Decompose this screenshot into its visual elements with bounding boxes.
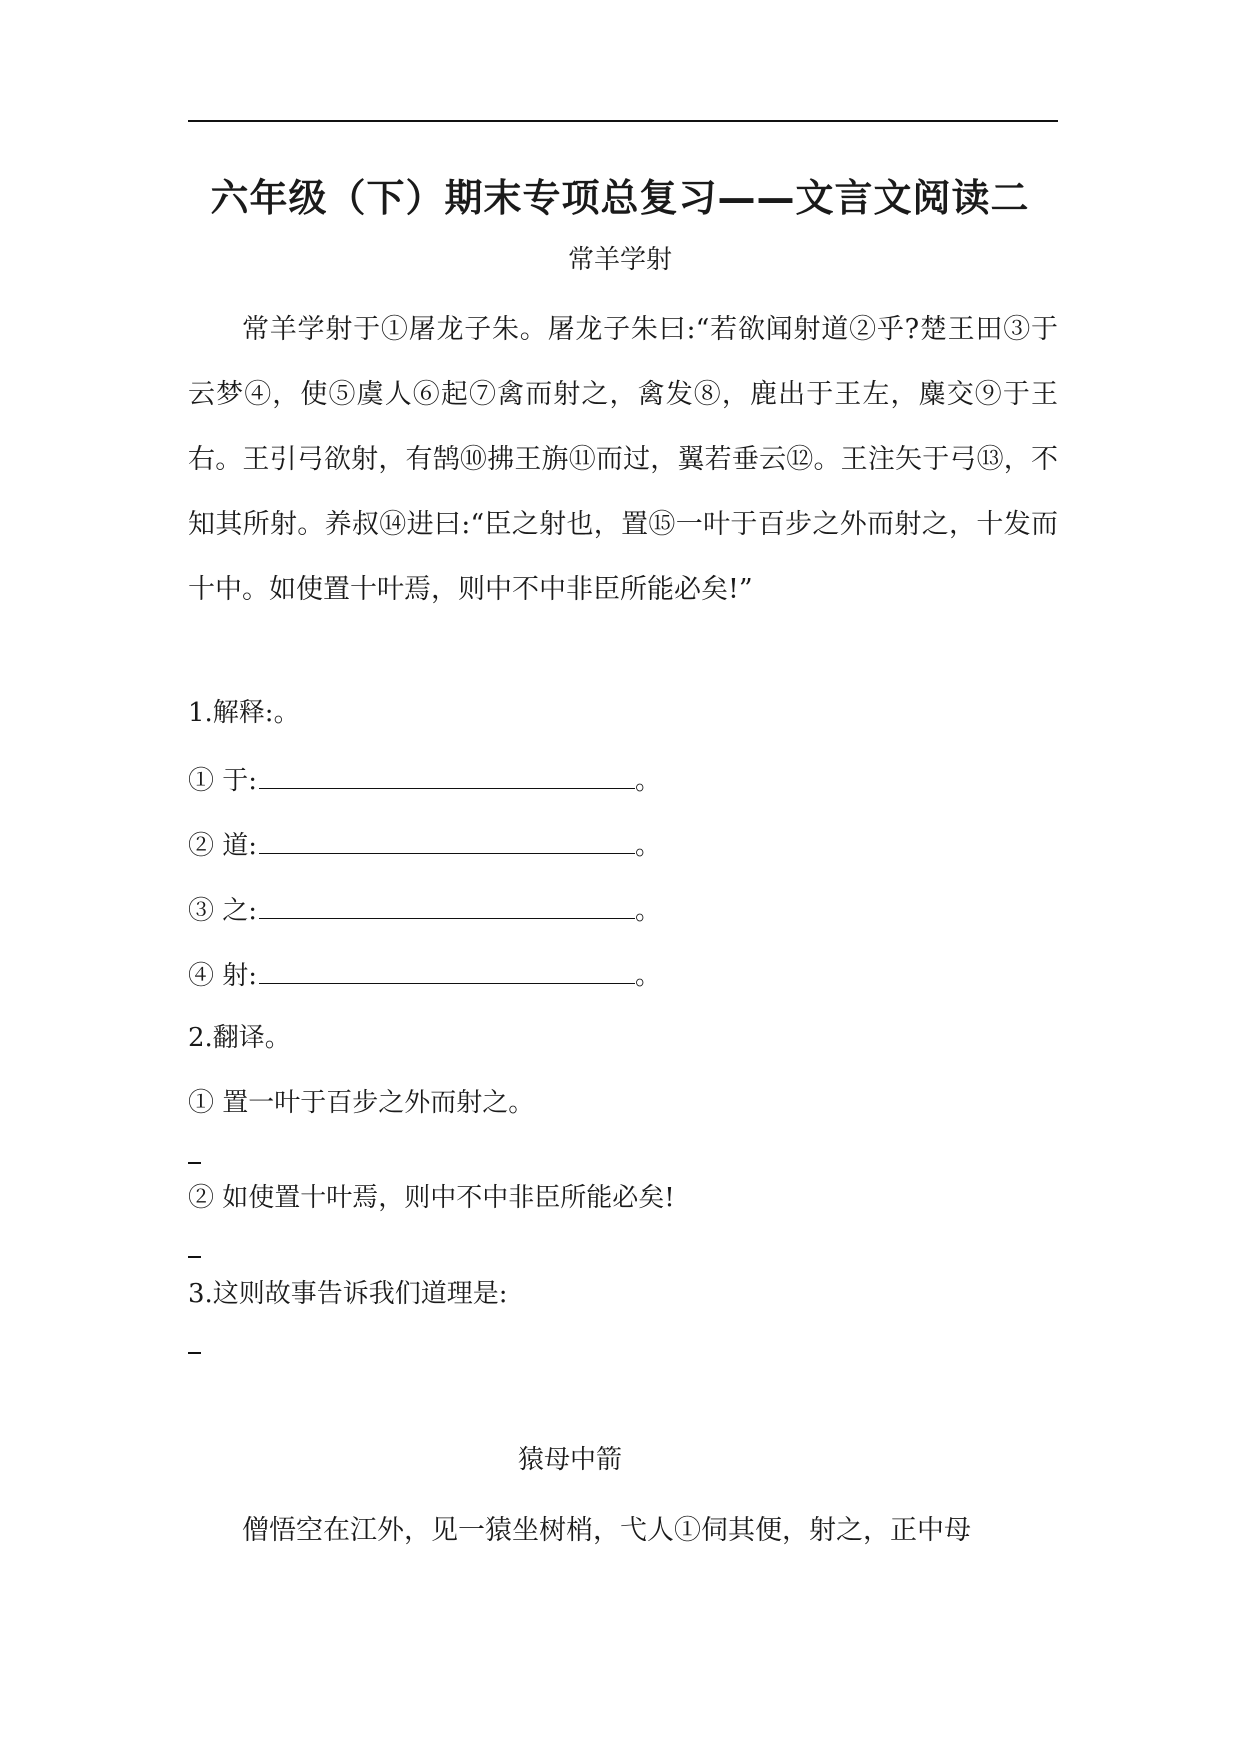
q1-item-label: ② 道:: [188, 831, 258, 861]
section-heading-1: 常羊学射: [567, 245, 672, 275]
q1-item-end: 。: [635, 896, 662, 926]
q1-item-label: ④ 射:: [188, 961, 258, 991]
q1-item-label: ① 于:: [188, 766, 258, 796]
q1-item-4: [188, 953, 661, 996]
passage-1: 常羊学射于①屠龙子朱。屠龙子朱曰:“若欲闻射道②乎?楚王田③于云梦④，使⑤虞人⑥起⑦禽而射之，禽发⑧，鹿出于王左，麋交⑨于王右。王引弓欲射，有鹄⑩拂王旃⑪而过，翼若垂云⑫。王注矢于弓⑬，不知其所射。养叔⑭进曰:“臣之射也，置⑮一叶于百步之外而射之，十发而十中。如使置十叶焉，则中不中非臣所能必矣!”: [188, 314, 1058, 605]
answer-mark[interactable]: [188, 1162, 201, 1164]
q1-item-label: ③ 之:: [188, 896, 258, 926]
answer-mark[interactable]: [188, 1256, 201, 1258]
q1-item-3: [188, 888, 661, 931]
q1-item-end: 。: [635, 961, 662, 991]
answer-blank[interactable]: [259, 888, 635, 919]
question-2-label: 2.翻译。: [188, 1023, 291, 1053]
page-title: 六年级（下）期末专项总复习——文言文阅读二: [210, 176, 1030, 220]
q1-item-1: [188, 758, 661, 801]
passage-2: 僧悟空在江外，见一猿坐树梢，弋人①伺其便，射之，正中母: [242, 1515, 971, 1546]
question-1-label: 1.解释:。: [188, 698, 300, 728]
section-heading-2: 猿母中箭: [517, 1445, 622, 1475]
q1-item-end: 。: [635, 831, 662, 861]
q2-item-2: ② 如使置十叶焉，则中不中非臣所能必矣!: [188, 1183, 675, 1213]
header-rule: [188, 120, 1058, 122]
question-3-label: 3.这则故事告诉我们道理是:: [188, 1279, 508, 1309]
answer-blank[interactable]: [259, 953, 635, 984]
answer-blank[interactable]: [259, 758, 635, 789]
q2-item-1: ① 置一叶于百步之外而射之。: [188, 1088, 535, 1118]
answer-mark[interactable]: [188, 1352, 201, 1354]
q1-item-end: 。: [635, 766, 662, 796]
q1-item-2: [188, 823, 661, 866]
answer-blank[interactable]: [259, 823, 635, 854]
